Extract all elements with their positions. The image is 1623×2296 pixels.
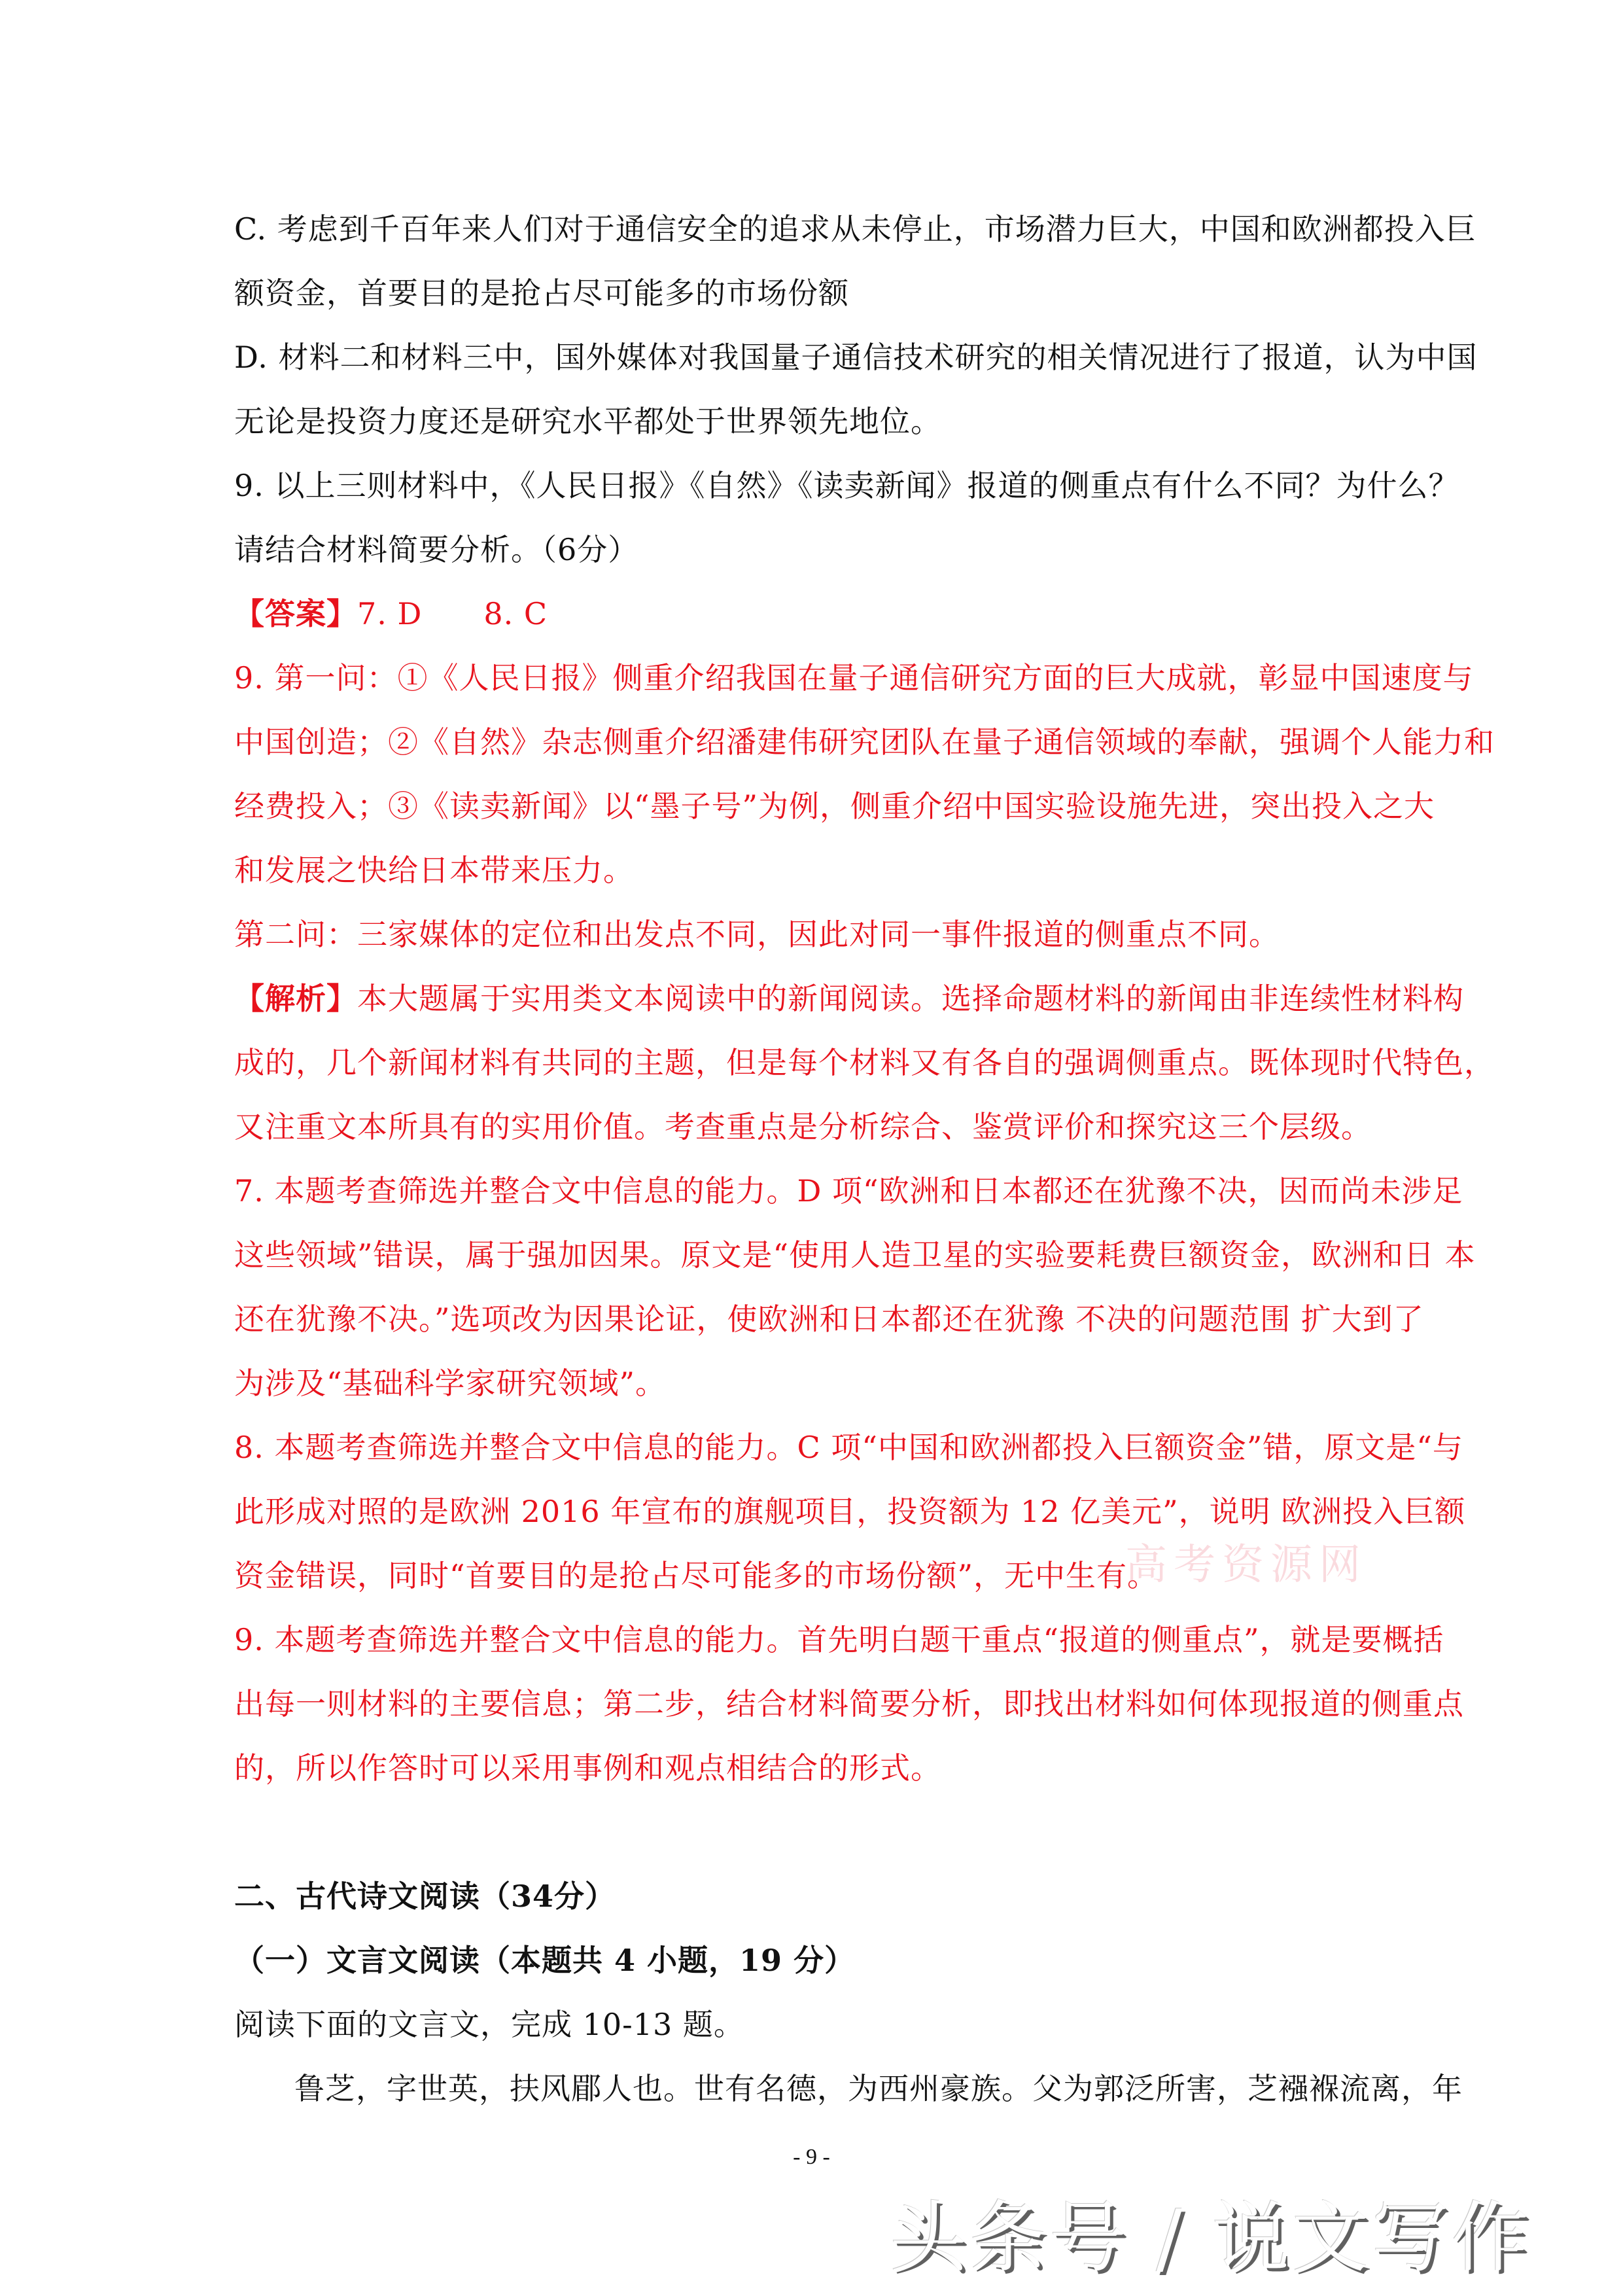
answer-q9-line-5: 第二问：三家媒体的定位和出发点不同，因此对同一事件报道的侧重点不同。 — [234, 917, 1280, 952]
question-9-line-1: 9. 以上三则材料中，《人民日报》《自然》《读卖新闻》报道的侧重点有什么不同？为什么？ — [234, 468, 1459, 503]
analysis-intro-text: 本大题属于实用类文本阅读中的新闻阅读。选择命题材料的新闻由非连续性材料构 — [357, 981, 1464, 1016]
section-subheading: （一）文言文阅读（本题共 4 小题，19 分） — [234, 1943, 856, 1978]
answer-q9-line-1: 9. 第一问：①《人民日报》侧重介绍我国在量子通信研究方面的巨大成就，彰显中国速度与 — [234, 660, 1474, 696]
option-d-line-1: D. 材料二和材料三中，国外媒体对我国量子通信技术研究的相关情况进行了报道，认为中国 — [234, 340, 1478, 375]
analysis-q8-line-3: 资金错误，同时“首要目的是抢占尽可能多的市场份额”，无中生有。 — [234, 1558, 1159, 1593]
analysis-q7-line-2: 这些领域”错误，属于强加因果。原文是“使用人造卫星的实验要耗费巨额资金，欧洲和日 本 — [234, 1237, 1476, 1273]
analysis-intro-line-1 — [234, 979, 1464, 1018]
corner-watermark: 头条号 / 说文写作 — [890, 2193, 1531, 2283]
analysis-q8-line-2: 此形成对照的是欧洲 2016 年宣布的旗舰项目，投资额为 12 亿美元”，说明 欧洲投入巨额 — [234, 1494, 1466, 1529]
section-heading: 二、古代诗文阅读（34分） — [234, 1879, 616, 1914]
answer-q9-line-2: 中国创造；②《自然》杂志侧重介绍潘建伟研究团队在量子通信领域的奉献，强调个人能力和 — [234, 724, 1495, 760]
question-9-line-2: 请结合材料简要分析。（6分） — [234, 532, 639, 567]
analysis-q9-line-3: 的，所以作答时可以采用事例和观点相结合的形式。 — [234, 1750, 941, 1786]
analysis-q9-line-2: 出每一则材料的主要信息；第二步，结合材料简要分析，即找出材料如何体现报道的侧重点 — [234, 1686, 1464, 1722]
page-number: - 9 - — [793, 2145, 830, 2169]
analysis-q7-line-1: 7. 本题考查筛选并整合文中信息的能力。D 项“欧洲和日本都还在犹豫不决，因而尚未涉足 — [234, 1173, 1463, 1209]
answer-q9-line-4: 和发展之快给日本带来压力。 — [234, 853, 634, 888]
analysis-intro-line-2: 成的，几个新闻材料有共同的主题，但是每个材料又有各自的强调侧重点。既体现时代特色， — [234, 1045, 1495, 1080]
answer-text: 7. D 8. C — [357, 596, 548, 631]
analysis-q9-line-1: 9. 本题考查筛选并整合文中信息的能力。首先明白题干重点“报道的侧重点”，就是要概括 — [234, 1622, 1444, 1657]
answer-tag: 【答案】 — [234, 596, 357, 631]
analysis-intro-line-3: 又注重文本所具有的实用价值。考查重点是分析综合、鉴赏评价和探究这三个层级。 — [234, 1109, 1372, 1144]
analysis-q8-line-1: 8. 本题考查筛选并整合文中信息的能力。C 项“中国和欧洲都投入巨额资金”错，原文是“与 — [234, 1430, 1463, 1465]
analysis-q7-line-3: 还在犹豫不决。”选项改为因果论证，使欧洲和日本都还在犹豫 不决的问题范围 扩大到了 — [234, 1301, 1424, 1337]
answer-q9-line-3: 经费投入；③《读卖新闻》以“墨子号”为例，侧重介绍中国实验设施先进，突出投入之大 — [234, 788, 1435, 824]
option-c-line-2: 额资金，首要目的是抢占尽可能多的市场份额 — [234, 275, 849, 311]
section-instruction: 阅读下面的文言文，完成 10-13 题。 — [234, 2007, 744, 2042]
analysis-q7-line-4: 为涉及“基础科学家研究领域”。 — [234, 1366, 667, 1401]
analysis-tag: 【解析】 — [234, 981, 357, 1016]
passage-line-1: 鲁芝，字世英，扶风郿人也。世有名德，为西州豪族。父为郭泛所害，芝襁褓流离，年 — [294, 2071, 1463, 2106]
faint-watermark: 高考资源网 — [1125, 1541, 1367, 1589]
answer-line — [234, 594, 548, 633]
option-c-line-1: C. 考虑到千百年来人们对于通信安全的追求从未停止，市场潜力巨大，中国和欧洲都投入巨 — [234, 211, 1476, 247]
option-d-line-2: 无论是投资力度还是研究水平都处于世界领先地位。 — [234, 404, 941, 439]
